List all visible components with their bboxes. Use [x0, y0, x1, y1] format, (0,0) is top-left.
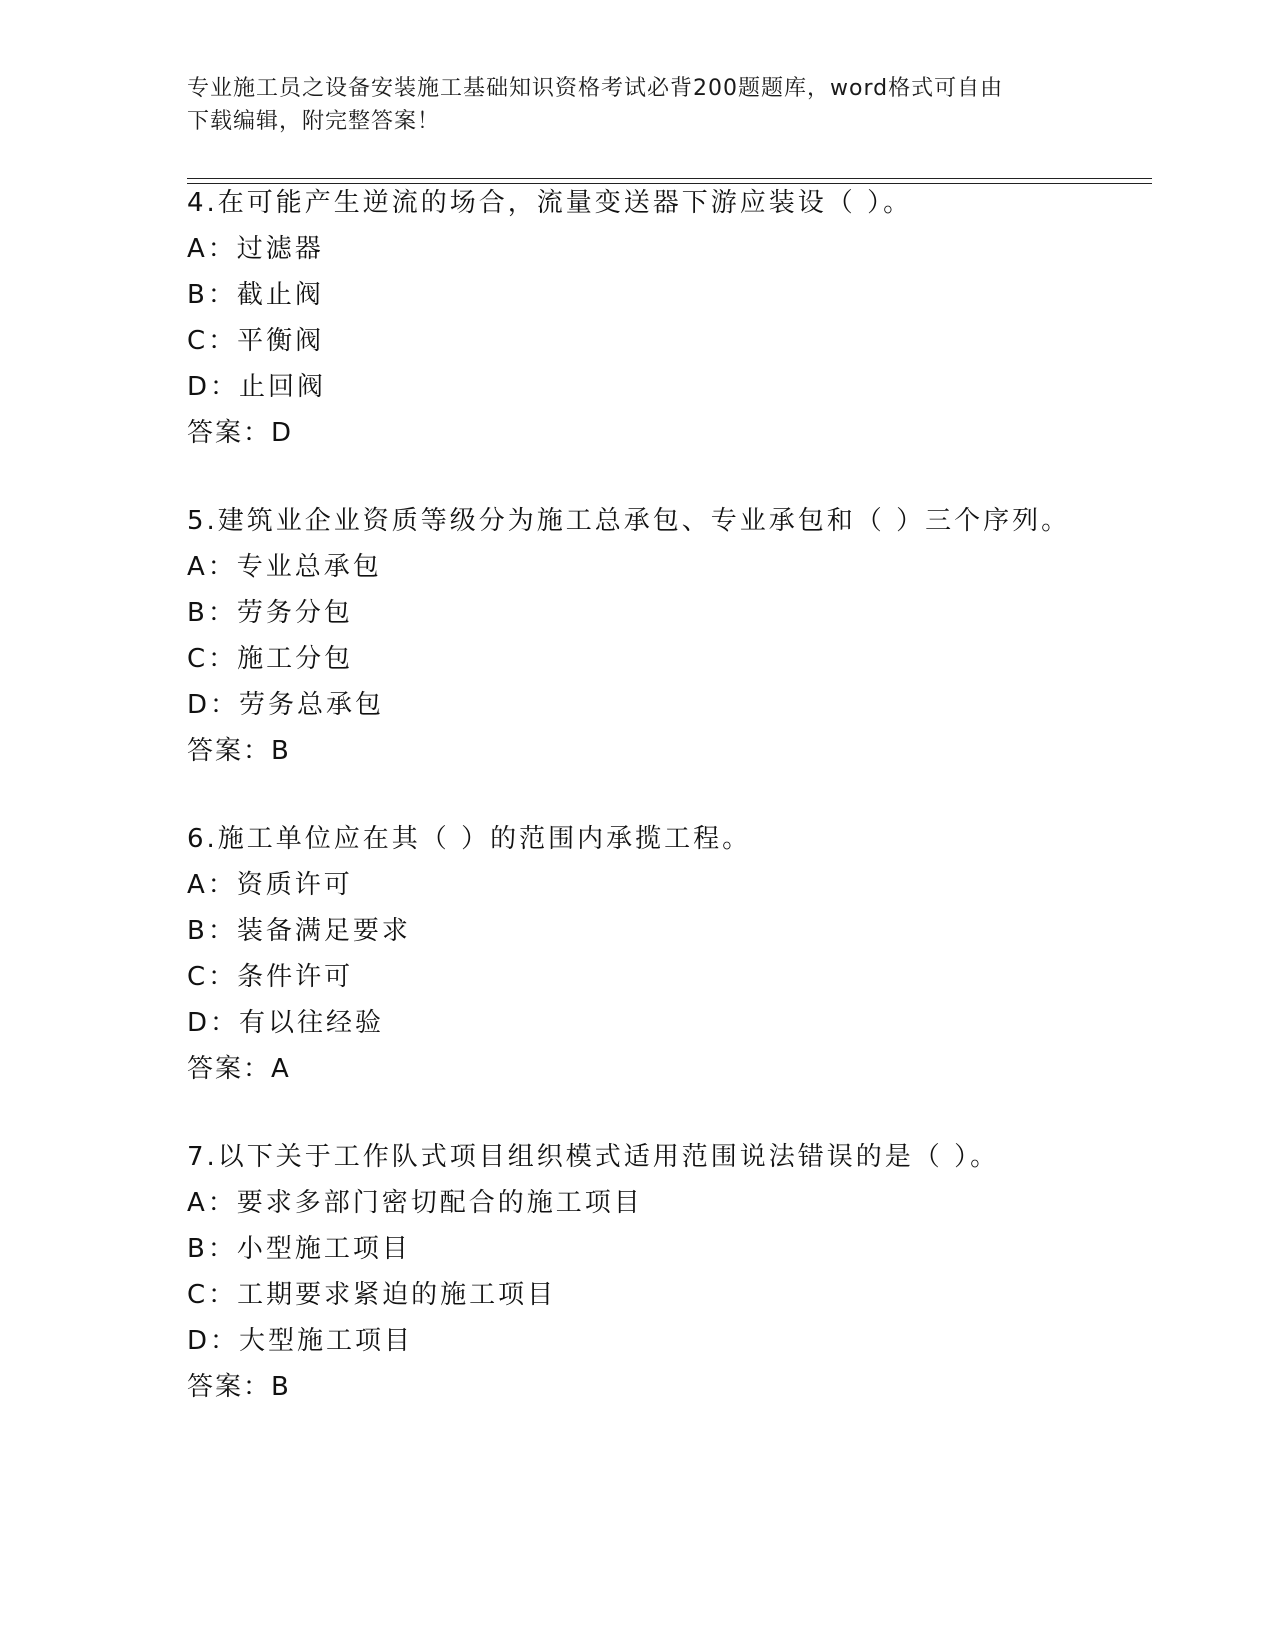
option-d: D：有以往经验 [187, 1008, 385, 1038]
option-a: A：要求多部门密切配合的施工项目 [187, 1188, 643, 1218]
option-c: C：条件许可 [187, 962, 354, 992]
option-a: A：过滤器 [187, 234, 324, 264]
header-line-2: 下载编辑，附完整答案！ [187, 109, 441, 134]
document-header-note [187, 72, 1077, 138]
option-c: C：工期要求紧迫的施工项目 [187, 1280, 557, 1310]
option-c: C：施工分包 [187, 644, 354, 674]
question-stem: 7.以下关于工作队式项目组织模式适用范围说法错误的是（ ）。 [187, 1142, 1000, 1172]
option-a: A：资质许可 [187, 870, 353, 900]
answer: 答案：B [187, 1372, 291, 1402]
option-c: C：平衡阀 [187, 326, 325, 356]
option-b: B：劳务分包 [187, 598, 353, 628]
question-4 [187, 180, 1147, 456]
option-a: A：专业总承包 [187, 552, 382, 582]
question-7 [187, 1134, 1147, 1410]
header-line-1: 专业施工员之设备安装施工基础知识资格考试必背200题题库，word格式可自由 [187, 76, 1004, 101]
answer: 答案：A [187, 1054, 291, 1084]
option-d: D：劳务总承包 [187, 690, 385, 720]
option-b: B：截止阀 [187, 280, 324, 310]
option-b: B：小型施工项目 [187, 1234, 411, 1264]
answer: 答案：B [187, 736, 291, 766]
question-6 [187, 816, 1147, 1092]
question-5 [187, 498, 1147, 774]
option-d: D：止回阀 [187, 372, 327, 402]
question-stem: 6.施工单位应在其（ ）的范围内承揽工程。 [187, 824, 752, 854]
option-d: D：大型施工项目 [187, 1326, 414, 1356]
question-stem: 5.建筑业企业资质等级分为施工总承包、专业承包和（ ）三个序列。 [187, 506, 1071, 536]
answer: 答案：D [187, 418, 294, 448]
question-stem: 4.在可能产生逆流的场合，流量变送器下游应装设（ ）。 [187, 188, 913, 218]
option-b: B：装备满足要求 [187, 916, 411, 946]
